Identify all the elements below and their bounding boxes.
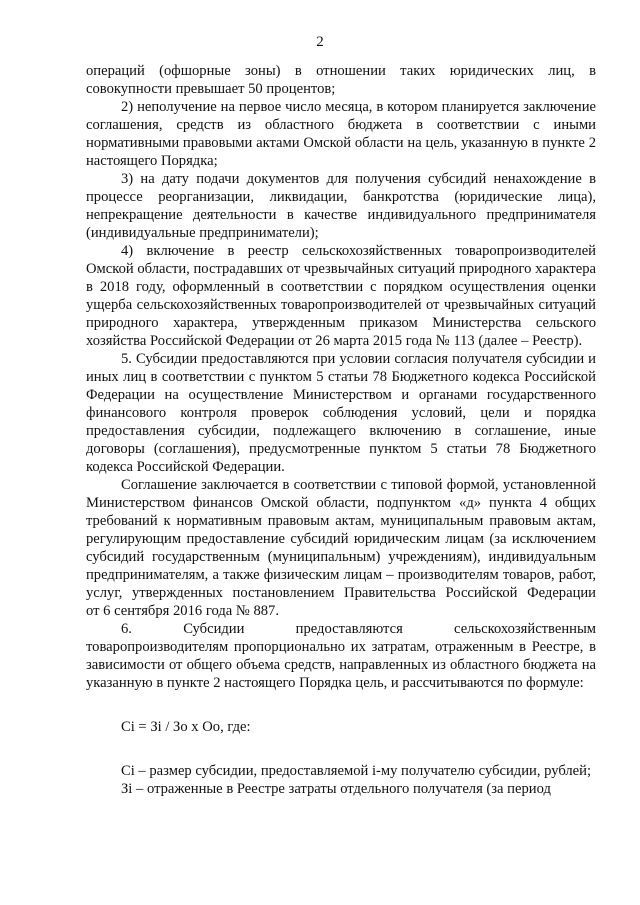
formula-definition-ci: Сi – размер субсидии, предоставляемой i-му получателю субсидии, рублей;: [121, 763, 592, 779]
document-body: [86, 62, 596, 798]
paragraph-agreement: Соглашение заключается в соответствии с типовой формой, установленной Министерством финансов Омской области, подпунктом «д» пункта 4 общих требований к нормативным правовым актам, муниципальным правовым актам, регулирующим предоставление субсидий юридическим лицам (за исключением субсидий государственным (муниципальным) учреждениям), индивидуальным предпринимателям, а также физическим лицам – производителям товаров, работ, услуг, утвержденных постановлением Правительства Российской Федерации: [86, 477, 596, 601]
paragraph-clause-6: 6. Субсидии предоставляются сельскохозяйственным товаропроизводителям пропорционально их затратам, отраженным в Реестре, в зависимости от общего объема средств, направленных из областного бюджета на указанную в пункте 2 настоящего Порядка цель, и рассчитываются по формуле:: [86, 621, 596, 691]
formula-definition-zi: Зi – отраженные в Реестре затраты отдельного получателя (за период: [121, 781, 551, 797]
subsidy-formula: Сi = Зi / Зо х Оо, где:: [121, 719, 251, 735]
paragraph-item-3: 3) на дату подачи документов для получения субсидий ненахождение в процессе реорганизации, ликвидации, банкротства (юридические лица), непрекращение деятельности в качестве индивидуального предпринимателя (индивидуальные предприниматели);: [86, 171, 596, 241]
paragraph-agreement-date: от 6 сентября 2016 года № 887.: [86, 603, 279, 619]
paragraph-item-4: 4) включение в реестр сельскохозяйственных товаропроизводителей Омской области, пострадавших от чрезвычайных ситуаций природного характера в 2018 году, оформленный в соответствии с порядком осуществления оценки ущерба сельскохозяйственных товаропроизводителей от чрезвычайных ситуаций природного характера, утвержденным приказом Министерства сельского хозяйства Российской Федерации от 26 марта 2015 года № 113 (далее – Реестр).: [86, 243, 596, 349]
page-number: 2: [316, 34, 324, 50]
paragraph-continuation: операций (офшорные зоны) в отношении таких юридических лиц, в совокупности превышает 50 процентов;: [86, 63, 596, 97]
paragraph-clause-5: 5. Субсидии предоставляются при условии согласия получателя субсидии и иных лиц в соответствии с пунктом 5 статьи 78 Бюджетного кодекса Российской Федерации на осуществление Министерством и органами государственного финансового контроля проверок соблюдения условий, цели и порядка предоставления субсидии, подлежащего включению в соглашение, иные договоры (соглашения), предусмотренные пунктом 5 статьи 78 Бюджетного кодекса Российской Федерации.: [86, 351, 596, 475]
paragraph-item-2: 2) неполучение на первое число месяца, в котором планируется заключение соглашения, средств из областного бюджета в соответствии с иными нормативными правовыми актами Омской области на цель, указанную в пункте 2 настоящего Порядка;: [86, 99, 596, 169]
